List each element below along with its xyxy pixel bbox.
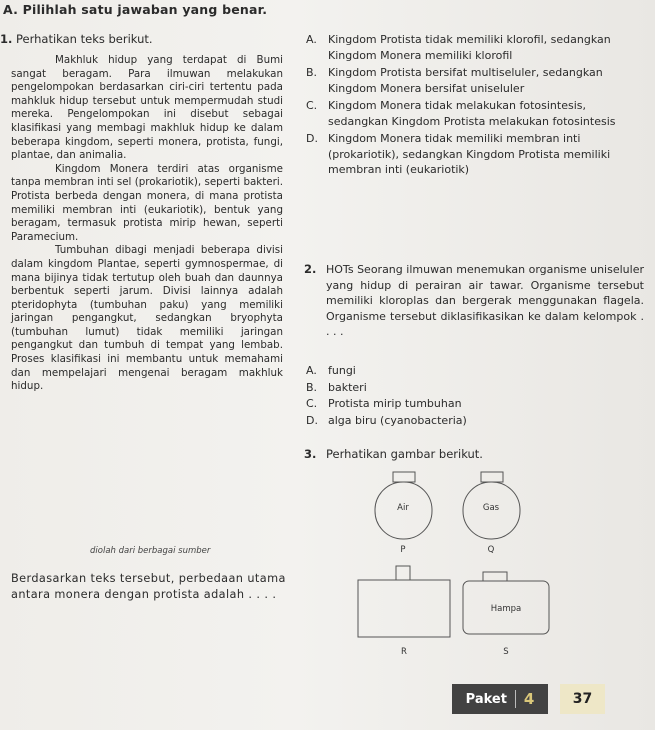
container-q-label: Q xyxy=(487,545,495,555)
question-1-stem: Berdasarkan teks tersebut, perbedaan utama antara monera dengan protista adalah . . . . xyxy=(11,572,286,601)
container-q-content: Gas xyxy=(482,503,500,513)
container-p-neck xyxy=(393,472,415,482)
container-s-content: Hampa xyxy=(490,604,522,614)
container-r-neck xyxy=(396,566,410,580)
reading-passage xyxy=(11,54,283,394)
option-1b[interactable]: B. Kingdom Protista bersifat multiseluler, sedangkan Kingdom Monera bersifat uniseluler xyxy=(306,66,603,95)
container-s-neck xyxy=(483,572,507,581)
question-1-number: 1. xyxy=(0,32,13,46)
option-1a[interactable]: A. Kingdom Protista tidak memiliki klorofil, sedangkan Kingdom Monera memiliki klorofil xyxy=(306,33,611,62)
question-1-options xyxy=(306,32,646,179)
container-diagram xyxy=(320,462,550,662)
question-1-prompt: Perhatikan teks berikut. xyxy=(16,32,153,46)
option-1c[interactable]: C. Kingdom Monera tidak melakukan fotosintesis, sedangkan Kingdom Protista melakukan fotosintesis xyxy=(306,99,616,128)
container-p-content: Air xyxy=(397,503,409,513)
question-3-number: 3. xyxy=(304,447,317,461)
page-number: 37 xyxy=(560,684,605,714)
question-2-options xyxy=(306,363,646,429)
option-2a[interactable]: A. fungi xyxy=(306,364,356,377)
option-1d[interactable]: D. Kingdom Monera tidak memiliki membran inti (prokariotik), sedangkan Kingdom Protista memiliki membran inti (eukariotik) xyxy=(306,132,611,176)
container-r xyxy=(358,580,450,637)
option-2d[interactable]: D. alga biru (cyanobacteria) xyxy=(306,413,467,427)
option-2c[interactable]: C. Protista mirip tumbuhan xyxy=(306,397,462,410)
question-2-stem: HOTs Seorang ilmuwan menemukan organisme uniseluler yang hidup di perairan air tawar. Organisme tersebut memiliki kloroplas dan bergerak menggunakan flagela. Organisme tersebut diklasifikasikan ke dalam kelompok . . . . xyxy=(326,263,644,338)
passage-paragraph-2: Kingdom Monera terdiri atas organisme tanpa membran inti sel (prokariotik), seperti bakteri. Protista berbeda dengan monera, di mana protista memiliki membran inti (eukariotik), bentuk yang beragam, termasuk protista mirip hewan, seperti Paramecium. xyxy=(11,162,283,243)
option-2b[interactable]: B. bakteri xyxy=(306,380,367,394)
container-p-label: P xyxy=(400,545,406,555)
container-r-label: R xyxy=(401,647,407,657)
question-3-stem: Perhatikan gambar berikut. xyxy=(326,447,483,461)
container-q-neck xyxy=(481,472,503,482)
container-s-label: S xyxy=(503,647,509,657)
section-heading: A. Pilihlah satu jawaban yang benar. xyxy=(3,2,268,17)
passage-paragraph-1: Makhluk hidup yang terdapat di Bumi sangat beragam. Para ilmuwan melakukan pengelompokan berdasarkan ciri-ciri tertentu pada mahkluk hidup tersebut untuk mempermudah studi mereka. Pengelompokan ini disebut sebagai klasifikasi yang membagi makhluk hidup ke dalam beberapa kingdom, seperti monera, protista, fungi, plantae, dan animalia. xyxy=(11,54,283,162)
badge-divider xyxy=(515,690,516,708)
passage-source: diolah dari berbagai sumber xyxy=(90,546,211,556)
packet-badge: Paket 4 xyxy=(452,684,548,714)
question-2-number: 2. xyxy=(304,262,317,276)
passage-paragraph-3: Tumbuhan dibagi menjadi beberapa divisi dalam kingdom Plantae, seperti gymnospermae, di mana bijinya tidak tertutup oleh buah dan daunnya berbentuk seperti jarum. Divisi lainnya adalah pteridophyta (tumbuhan paku) yang memiliki jaringan pengangkut, sedangkan bryophyta (tumbuhan lumut) tidak memiliki jaringan pengangkut dan tumbuh di tempat yang lembab. Proses klasifikasi ini membantu untuk memahami dan mempelajari mengenai beragam makhluk hidup. xyxy=(11,244,283,393)
